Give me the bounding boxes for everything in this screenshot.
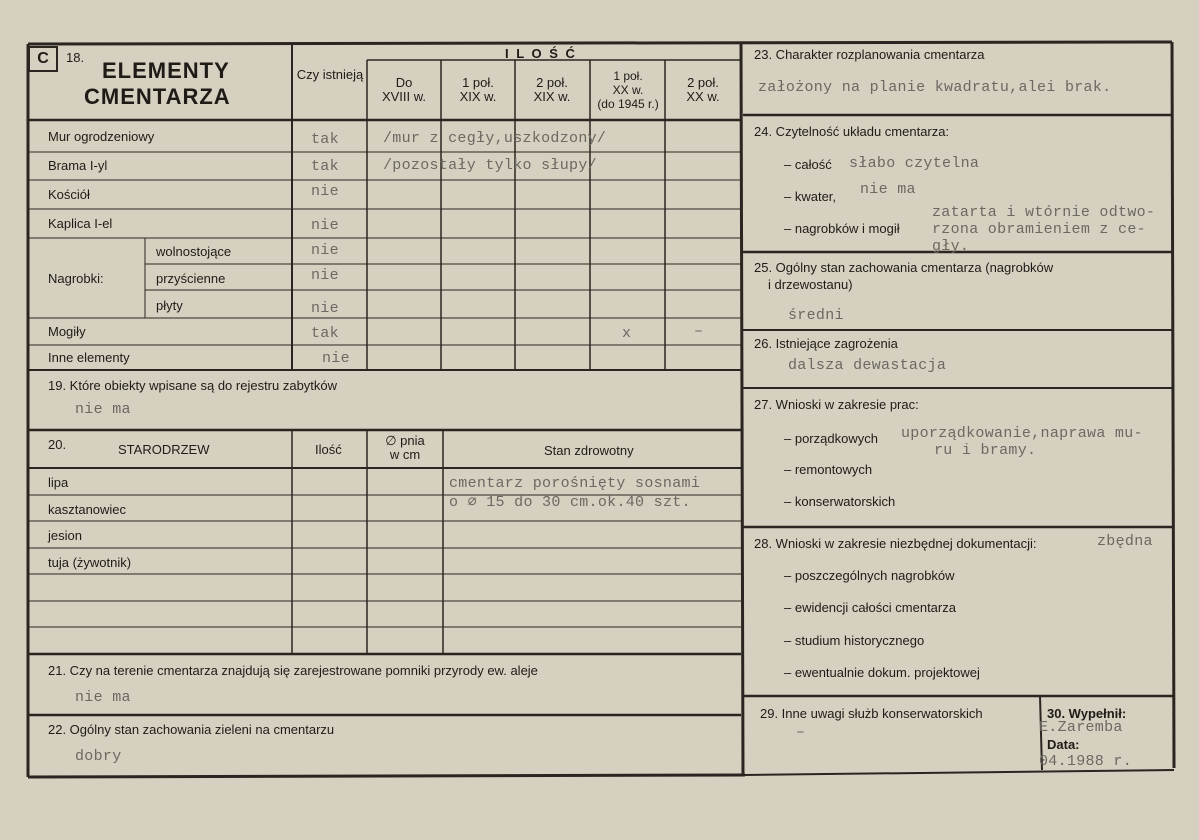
row-label-mur: Mur ogrodzeniowy: [48, 129, 155, 144]
row-sublabel-przyscienne: przyścienne: [156, 271, 226, 286]
section-18-title-line2: CMENTARZA: [84, 84, 231, 109]
section-27-remont-label: – remontowych: [784, 462, 873, 477]
section-29-label: 29. Inne uwagi służb konserwatorskich: [760, 706, 983, 721]
row-exists-plyty: nie: [311, 300, 339, 317]
section-24-calosc-value: słabo czytelna: [849, 155, 980, 172]
section-28-item-3: – studium historycznego: [784, 633, 925, 648]
section-29-value: –: [796, 724, 806, 741]
header-period-3: 2 poł. XIX w.: [533, 75, 571, 104]
section-28-value: zbędna: [1097, 533, 1153, 550]
row-label-nagrobki: Nagrobki:: [48, 271, 104, 286]
row-mogily-mark-p4: x: [622, 325, 632, 342]
row-label-kosciol: Kościół: [48, 187, 90, 202]
section-24-calosc-label: – całość: [784, 157, 832, 172]
section-28-label: 28. Wnioski w zakresie niezbędnej dokumentacji:: [754, 536, 1037, 551]
header-period-5: 2 poł. XX w.: [686, 75, 720, 104]
section-27-konserw-label: – konserwatorskich: [784, 494, 896, 509]
section-27-label: 27. Wnioski w zakresie prac:: [754, 397, 919, 412]
section-22-value: dobry: [75, 748, 122, 765]
section-24-label: 24. Czytelność układu cmentarza:: [754, 124, 950, 139]
form-corner-label: C: [28, 46, 58, 72]
tree-lipa: lipa: [48, 475, 69, 490]
row-exists-kosciol: nie: [311, 183, 339, 200]
row-sublabel-plyty: płyty: [156, 298, 183, 313]
section-25-label-line2: i drzewostanu): [768, 277, 853, 292]
section-24-nagrobkow-line3: gły.: [932, 238, 970, 255]
tree-tuja: tuja (żywotnik): [48, 555, 132, 570]
section-30-date-value: 04.1988 r.: [1039, 753, 1133, 770]
row-note-brama: /pozostały tylko słupy/: [383, 157, 597, 174]
section-24-kwater-label: – kwater,: [784, 189, 837, 204]
row-note-mur: /mur z cegły,uszkodzony/: [383, 130, 607, 147]
row-exists-mogily: tak: [311, 325, 339, 342]
section-20-col-diam: ∅ pnia w cm: [385, 433, 425, 462]
section-26-label: 26. Istniejące zagrożenia: [754, 336, 898, 351]
section-19-value: nie ma: [75, 401, 131, 418]
section-25-label-line1: 25. Ogólny stan zachowania cmentarza (nagrobków: [754, 260, 1054, 275]
section-24-nagrobkow-label: – nagrobków i mogił: [784, 221, 900, 236]
row-exists-brama: tak: [311, 158, 339, 175]
section-18-number: 18.: [66, 50, 85, 65]
section-21-label: 21. Czy na terenie cmentarza znajdują się zarejestrowane pomniki przyrody ew. aleje: [48, 663, 538, 678]
row-exists-wolnostojace: nie: [311, 242, 339, 259]
row-label-mogily: Mogiły: [48, 324, 86, 339]
tree-jesion: jesion: [48, 528, 82, 543]
section-20-health-line2: o ∅ 15 do 30 cm.ok.40 szt.: [449, 494, 691, 511]
section-27-porz-line2: ru i bramy.: [934, 442, 1037, 459]
section-20-col-health: Stan zdrowotny: [544, 443, 634, 458]
header-period-2: 1 poł. XIX w.: [459, 75, 497, 104]
header-exists: Czy istnieją: [296, 67, 364, 82]
section-20-col-qty: Ilość: [315, 442, 342, 457]
row-exists-przyscienne: nie: [311, 267, 339, 284]
tree-kasztanowiec: kasztanowiec: [48, 502, 127, 517]
header-ilosc: I L O Ś Ć: [505, 46, 577, 61]
section-20-health-line1: cmentarz porośnięty sosnami: [449, 475, 701, 492]
section-28-item-2: – ewidencji całości cmentarza: [784, 600, 956, 615]
section-24-nagrobkow-line2: rzona obramieniem z ce-: [932, 221, 1146, 238]
section-24-kwater-value: nie ma: [860, 181, 916, 198]
row-mogily-mark-p5: –: [694, 323, 704, 340]
row-exists-mur: tak: [311, 131, 339, 148]
section-30-name: E.Zaremba: [1039, 719, 1123, 736]
section-28-item-4: – ewentualnie dokum. projektowej: [784, 665, 980, 680]
section-27-porz-label: – porządkowych: [784, 431, 878, 446]
section-19-label: 19. Które obiekty wpisane są do rejestru zabytków: [48, 378, 338, 393]
section-22-label: 22. Ogólny stan zachowania zieleni na cmentarzu: [48, 722, 335, 737]
row-label-brama: Brama I-yl: [48, 158, 108, 173]
section-20-title: STARODRZEW: [118, 442, 210, 457]
row-label-kaplica: Kaplica I-el: [48, 216, 113, 231]
row-label-inne: Inne elementy: [48, 350, 130, 365]
section-28-item-1: – poszczególnych nagrobków: [784, 568, 955, 583]
header-period-1: Do XVIII w.: [381, 75, 427, 104]
row-exists-kaplica: nie: [311, 217, 339, 234]
section-27-porz-line1: uporządkowanie,naprawa mu-: [901, 425, 1143, 442]
row-exists-inne: nie: [322, 350, 350, 367]
section-26-value: dalsza dewastacja: [788, 357, 947, 374]
section-23-value: założony na planie kwadratu,alei brak.: [758, 79, 1112, 96]
section-30-label: 30. Wypełnił:: [1047, 706, 1127, 721]
section-21-value: nie ma: [75, 689, 131, 706]
header-period-4: 1 poł. XX w. (do 1945 r.): [597, 69, 659, 111]
section-18-title-line1: ELEMENTY: [102, 58, 230, 83]
row-sublabel-wolnostojace: wolnostojące: [156, 244, 232, 259]
section-24-nagrobkow-line1: zatarta i wtórnie odtwo-: [932, 204, 1156, 221]
section-23-label: 23. Charakter rozplanowania cmentarza: [754, 47, 985, 62]
section-20-number: 20.: [48, 437, 67, 452]
section-25-value: średni: [788, 307, 844, 324]
section-30-date-label: Data:: [1047, 737, 1080, 752]
